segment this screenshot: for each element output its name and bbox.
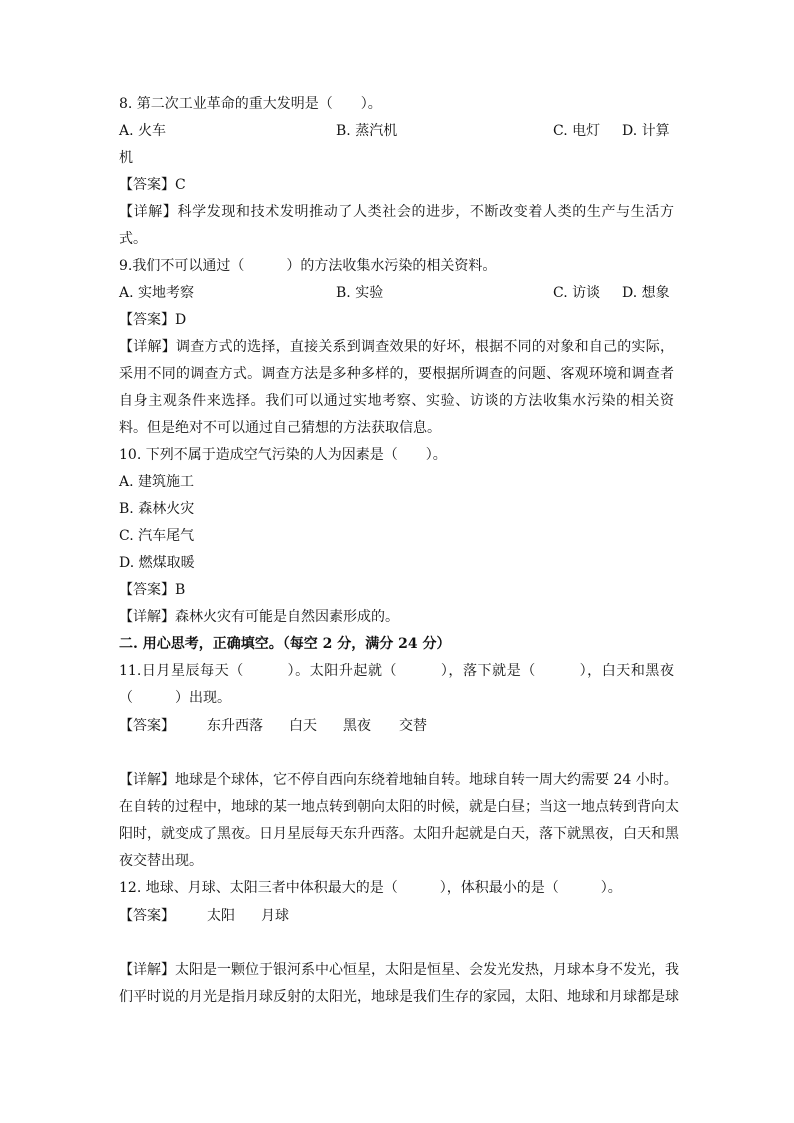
q12-detail-line bbox=[119, 960, 679, 980]
answer-blank-2: 月球 bbox=[261, 908, 289, 924]
q10-stem: 10. 下列不属于造成空气污染的人为因素是（ ）。 bbox=[119, 447, 447, 463]
q10-option-b: B. 森林火灾 bbox=[119, 501, 195, 517]
q9-detail-line bbox=[119, 337, 674, 357]
q9-detail-line: 自身主观条件来选择。我们可以通过实地考察、实验、访谈的方法收集水污染的相关资 bbox=[119, 393, 674, 409]
answer-value: C bbox=[175, 177, 186, 193]
detail-label: 【详解】 bbox=[119, 204, 178, 220]
answer-blank-1: 太阳 bbox=[207, 908, 235, 924]
q9-option-a: A. 实地考察 bbox=[119, 285, 195, 301]
q10-answer bbox=[119, 580, 185, 600]
answer-blank-3: 黑夜 bbox=[343, 718, 371, 734]
answer-blank-1: 东升西落 bbox=[207, 718, 263, 734]
q8-option-d: D. 计算 bbox=[622, 123, 670, 139]
detail-label: 【详解】 bbox=[119, 962, 175, 978]
detail-text: 太阳是一颗位于银河系中心恒星，太阳是恒星、会发光发热，月球本身不发光，我 bbox=[175, 962, 679, 978]
answer-blank-4: 交替 bbox=[399, 718, 427, 734]
answer-value: B bbox=[175, 582, 186, 598]
answer-label: 【答案】 bbox=[119, 718, 175, 734]
q9-option-b: B. 实验 bbox=[336, 285, 384, 301]
q12-stem: 12. 地球、月球、太阳三者中体积最大的是（ ），体积最小的是（ ）。 bbox=[119, 880, 622, 896]
q8-stem: 8. 第二次工业革命的重大发明是（ ）。 bbox=[119, 96, 382, 112]
q8-option-b: B. 蒸汽机 bbox=[336, 123, 398, 139]
detail-text: 地球是个球体，它不停自西向东绕着地轴自转。地球自转一周大约需要 24 小时。 bbox=[175, 772, 678, 788]
detail-label: 【详解】 bbox=[119, 339, 176, 355]
detail-text: 调查方式的选择，直接关系到调查效果的好坏，根据不同的对象和自己的实际， bbox=[175, 339, 675, 355]
detail-label: 【详解】 bbox=[119, 772, 175, 788]
q9-stem: 9.我们不可以通过（ ）的方法收集水污染的相关资料。 bbox=[119, 258, 497, 274]
detail-text: 科学发现和技术发明推动了人类社会的进步，不断改变着人类的生产与生活方 bbox=[177, 204, 675, 220]
q10-detail-line bbox=[119, 607, 399, 627]
q10-option-d: D. 燃煤取暖 bbox=[119, 555, 195, 571]
q11-detail-line: 阳时，就变成了黑夜。日月星辰每天东升西落。太阳升起就是白天，落下就黑夜，白天和黑 bbox=[119, 826, 679, 842]
answer-label: 【答案】 bbox=[119, 582, 175, 598]
detail-text: 森林火灾有可能是自然因素形成的。 bbox=[175, 609, 399, 625]
q8-detail-line bbox=[119, 202, 674, 222]
answer-label: 【答案】 bbox=[119, 908, 175, 924]
q11-detail-line: 在自转的过程中，地球的某一地点转到朝向太阳的时候，就是白昼；当这一地点转到背向太 bbox=[119, 799, 679, 815]
q9-answer bbox=[119, 310, 186, 330]
q8-option-a: A. 火车 bbox=[119, 123, 167, 139]
q11-stem: 11.日月星辰每天（ ）。太阳升起就（ ），落下就是（ ），白天和黑夜 bbox=[119, 663, 674, 679]
q11-detail-line: 夜交替出现。 bbox=[119, 853, 203, 869]
q9-option-c: C. 访谈 bbox=[553, 285, 601, 301]
section-heading: 二. 用心思考，正确填空。（每空 2 分，满分 24 分） bbox=[119, 636, 451, 652]
answer-label: 【答案】 bbox=[119, 177, 175, 193]
answer-blank-2: 白天 bbox=[289, 718, 317, 734]
q10-option-c: C. 汽车尾气 bbox=[119, 528, 195, 544]
q8-detail-line: 式。 bbox=[119, 231, 147, 247]
q11-detail-line bbox=[119, 770, 678, 790]
answer-value: D bbox=[175, 312, 187, 328]
q10-option-a: A. 建筑施工 bbox=[119, 474, 195, 490]
detail-label: 【详解】 bbox=[119, 609, 175, 625]
q9-detail-line: 采用不同的调查方式。调查方法是多种多样的，要根据所调查的问题、客观环境和调查者 bbox=[119, 366, 674, 382]
q8-option-c: C. 电灯 bbox=[553, 123, 601, 139]
q9-option-d: D. 想象 bbox=[622, 285, 670, 301]
q12-answer bbox=[119, 906, 289, 926]
q8-answer bbox=[119, 175, 186, 195]
q8-option-d-continued: 机 bbox=[119, 150, 133, 166]
q11-answer bbox=[119, 716, 427, 736]
q12-detail-line: 们平时说的月光是指月球反射的太阳光，地球是我们生存的家园，太阳、地球和月球都是球 bbox=[119, 989, 679, 1005]
q11-stem-continued: （ ）出现。 bbox=[119, 690, 231, 706]
answer-label: 【答案】 bbox=[119, 312, 175, 328]
q9-detail-line: 料。但是绝对不可以通过自己猜想的方法获取信息。 bbox=[119, 420, 441, 436]
